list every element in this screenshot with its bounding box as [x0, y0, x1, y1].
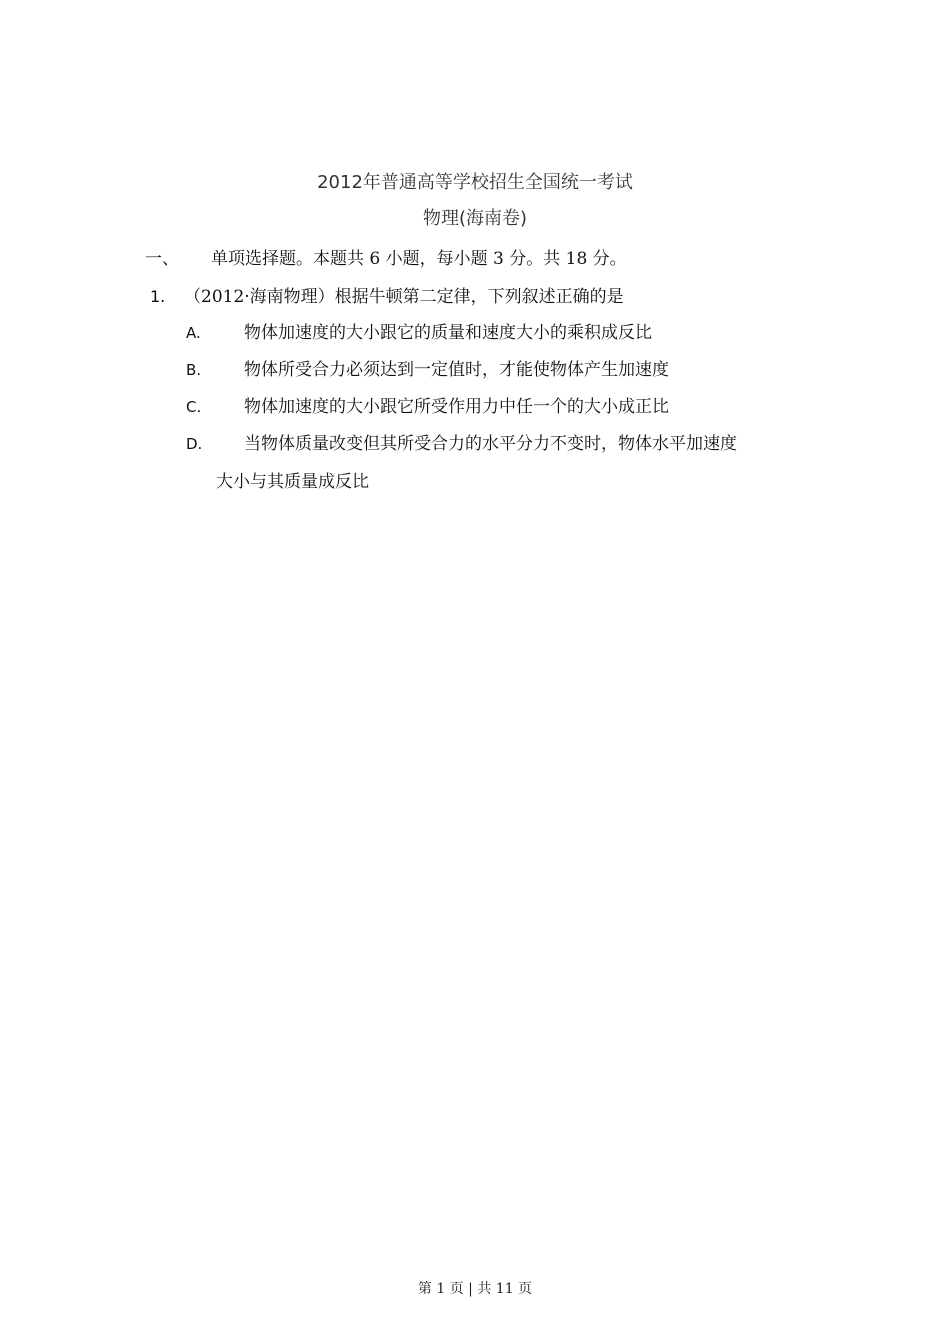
question-number: 1. — [150, 287, 166, 306]
section-heading — [145, 244, 627, 269]
option-a — [186, 318, 652, 343]
page-footer: 第 1 页 | 共 11 页 — [417, 1281, 533, 1297]
option-b — [186, 355, 669, 380]
question-text: （2012·海南物理）根据牛顿第二定律，下列叙述正确的是 — [184, 287, 624, 307]
exam-subtitle: 物理(海南卷) — [422, 208, 528, 229]
option-d-continuation: 大小与其质量成反比 — [216, 472, 369, 492]
option-d — [186, 429, 737, 454]
option-letter: D. — [186, 435, 203, 453]
section-number: 一、 — [145, 249, 179, 269]
question-stem — [150, 282, 624, 307]
option-letter: A. — [186, 324, 201, 342]
option-text: 物体加速度的大小跟它的质量和速度大小的乘积成反比 — [244, 323, 652, 343]
option-letter: B. — [186, 361, 202, 379]
option-text: 物体所受合力必须达到一定值时，才能使物体产生加速度 — [244, 360, 669, 380]
exam-title: 2012年普通高等学校招生全国统一考试 — [317, 172, 633, 193]
option-letter: C. — [186, 398, 202, 416]
option-text: 物体加速度的大小跟它所受作用力中任一个的大小成正比 — [244, 397, 669, 417]
section-text: 单项选择题。本题共 6 小题，每小题 3 分。共 18 分。 — [211, 249, 627, 269]
option-text: 当物体质量改变但其所受合力的水平分力不变时，物体水平加速度 — [244, 434, 737, 454]
option-c — [186, 392, 669, 417]
